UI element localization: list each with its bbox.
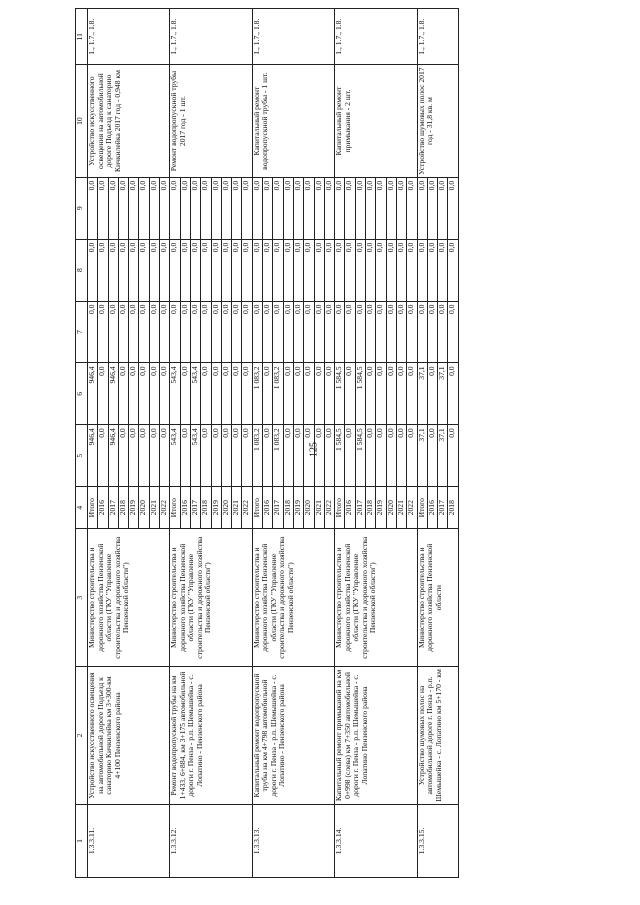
value-cell: 0,0: [129, 301, 139, 363]
value-cell: 0,0: [129, 177, 139, 239]
value-cell: 0,0: [118, 177, 128, 239]
value-cell: 946,4: [108, 425, 118, 487]
value-cell: 0,0: [221, 239, 231, 301]
year-cell: 2019: [293, 487, 303, 529]
year-cell: 2018: [448, 487, 458, 529]
value-cell: 0,0: [201, 425, 211, 487]
row-result: Капитальный ремонт примыкания - 2 шт.: [335, 65, 417, 177]
value-cell: 0,0: [160, 363, 170, 425]
year-cell: 2016: [345, 487, 355, 529]
value-cell: 0,0: [242, 363, 252, 425]
value-cell: 0,0: [355, 177, 365, 239]
value-cell: 1 584,5: [355, 425, 365, 487]
value-cell: 0,0: [376, 239, 386, 301]
value-cell: 0,0: [417, 301, 427, 363]
value-cell: 0,0: [283, 177, 293, 239]
value-cell: 0,0: [149, 425, 159, 487]
value-cell: 0,0: [273, 239, 283, 301]
year-cell: 2018: [283, 487, 293, 529]
value-cell: 0,0: [366, 363, 376, 425]
value-cell: 0,0: [201, 177, 211, 239]
column-header-3: 3: [76, 529, 88, 667]
table-body: [88, 9, 459, 878]
value-cell: 0,0: [407, 363, 417, 425]
value-cell: 0,0: [427, 239, 437, 301]
program-table: [75, 8, 459, 878]
value-cell: 0,0: [211, 301, 221, 363]
value-cell: 0,0: [180, 177, 190, 239]
row-name: Ремонт водопропускной трубы на км 1+433, 6+884, км 3+175 автомобильной дороги г. Пенза - р.п. Шемышейка - с. Лопатино - Пензенского района: [170, 667, 252, 805]
row-reference: 1., 1.7., 1.8.: [417, 9, 458, 65]
year-cell: 2017: [108, 487, 118, 529]
value-cell: 0,0: [170, 177, 180, 239]
value-cell: 0,0: [170, 301, 180, 363]
value-cell: 0,0: [242, 301, 252, 363]
value-cell: 0,0: [180, 425, 190, 487]
value-cell: 0,0: [211, 425, 221, 487]
year-cell: Итого: [170, 487, 180, 529]
value-cell: 0,0: [366, 425, 376, 487]
value-cell: 0,0: [396, 239, 406, 301]
value-cell: 0,0: [170, 239, 180, 301]
year-cell: Итого: [252, 487, 262, 529]
year-cell: 2019: [376, 487, 386, 529]
value-cell: 0,0: [386, 425, 396, 487]
value-cell: 0,0: [396, 363, 406, 425]
value-cell: 0,0: [211, 177, 221, 239]
year-cell: 2016: [427, 487, 437, 529]
value-cell: 0,0: [242, 239, 252, 301]
value-cell: 0,0: [139, 239, 149, 301]
column-header-7: 7: [76, 301, 88, 363]
year-cell: 2019: [211, 487, 221, 529]
value-cell: 0,0: [88, 177, 98, 239]
year-cell: Итого: [417, 487, 427, 529]
page-number: 125: [308, 442, 320, 457]
value-cell: 0,0: [149, 177, 159, 239]
value-cell: 1 083,2: [273, 363, 283, 425]
value-cell: 0,0: [160, 177, 170, 239]
value-cell: 0,0: [201, 301, 211, 363]
value-cell: 0,0: [211, 363, 221, 425]
year-cell: 2017: [273, 487, 283, 529]
value-cell: 0,0: [118, 301, 128, 363]
value-cell: 0,0: [108, 239, 118, 301]
column-header-10: 10: [76, 65, 88, 177]
row-executor: Министерство строительства и дорожного хозяйства Пензенской области (ГКУ "Управление строительства и дорожного хозяйства Пензенской области"): [170, 529, 252, 667]
value-cell: 0,0: [190, 177, 200, 239]
year-cell: 2022: [324, 487, 334, 529]
value-cell: 0,0: [345, 177, 355, 239]
value-cell: 0,0: [190, 239, 200, 301]
value-cell: 0,0: [263, 301, 273, 363]
value-cell: 0,0: [232, 301, 242, 363]
value-cell: 0,0: [417, 239, 427, 301]
row-result: Устройство искусственного освещения на автомобильной дороге Подъезд к санаторию Кичкилейка 2017 год - 0,948 км: [88, 65, 170, 177]
value-cell: 0,0: [366, 301, 376, 363]
value-cell: 946,4: [108, 363, 118, 425]
value-cell: 0,0: [355, 301, 365, 363]
row-name: Капитальный ремонт водопропускной трубы на км 4+798 автомобильной дороги г. Пенза - р.п. Шемышейка - с. Лопатино - Пензенского района: [252, 667, 334, 805]
year-cell: 2016: [98, 487, 108, 529]
row-reference: 1., 1.7., 1.8.: [335, 9, 417, 65]
value-cell: 0,0: [252, 177, 262, 239]
row-executor: Министерство строительства и дорожного хозяйства Пензенской области (ГКУ "Управление строительства и дорожного хозяйства Пензенской области"): [335, 529, 417, 667]
year-cell: 2018: [118, 487, 128, 529]
row-result: Ремонт водопропускной трубы 2017 год - 1 шт.: [170, 65, 252, 177]
value-cell: 0,0: [108, 177, 118, 239]
value-cell: 1 083,2: [252, 363, 262, 425]
value-cell: 0,0: [438, 177, 448, 239]
value-cell: 37,1: [438, 425, 448, 487]
value-cell: 0,0: [293, 363, 303, 425]
value-cell: 0,0: [129, 363, 139, 425]
year-cell: 2020: [139, 487, 149, 529]
value-cell: 0,0: [366, 177, 376, 239]
value-cell: 0,0: [314, 363, 324, 425]
value-cell: 0,0: [242, 177, 252, 239]
row-executor: Министерство строительства и дорожного хозяйства Пензенской области (ГКУ "Управление строительства и дорожного хозяйства Пензенской области"): [252, 529, 334, 667]
value-cell: 0,0: [345, 363, 355, 425]
value-cell: 0,0: [407, 239, 417, 301]
year-cell: Итого: [88, 487, 98, 529]
value-cell: 0,0: [160, 301, 170, 363]
value-cell: 0,0: [324, 301, 334, 363]
row-reference: 1., 1.7., 1.8.: [170, 9, 252, 65]
column-header-6: 6: [76, 363, 88, 425]
value-cell: 1 083,2: [252, 425, 262, 487]
value-cell: 0,0: [293, 425, 303, 487]
value-cell: 0,0: [273, 301, 283, 363]
value-cell: 0,0: [427, 425, 437, 487]
year-cell: 2022: [407, 487, 417, 529]
value-cell: 0,0: [386, 363, 396, 425]
value-cell: 0,0: [98, 363, 108, 425]
column-header-2: 2: [76, 667, 88, 805]
value-cell: 0,0: [407, 425, 417, 487]
value-cell: 0,0: [221, 425, 231, 487]
column-header-11: 11: [76, 9, 88, 65]
table-row: [88, 9, 98, 878]
value-cell: 0,0: [211, 239, 221, 301]
value-cell: 0,0: [438, 301, 448, 363]
value-cell: 0,0: [149, 301, 159, 363]
value-cell: 0,0: [345, 301, 355, 363]
value-cell: 0,0: [273, 177, 283, 239]
year-cell: 2019: [129, 487, 139, 529]
year-cell: 2016: [263, 487, 273, 529]
year-cell: 2018: [201, 487, 211, 529]
year-cell: 2017: [355, 487, 365, 529]
value-cell: 0,0: [149, 363, 159, 425]
value-cell: 0,0: [263, 425, 273, 487]
value-cell: 0,0: [293, 301, 303, 363]
table-row: [252, 9, 262, 878]
header-row: [76, 9, 88, 878]
value-cell: 0,0: [118, 425, 128, 487]
value-cell: 0,0: [98, 425, 108, 487]
value-cell: 0,0: [448, 363, 458, 425]
value-cell: 0,0: [376, 301, 386, 363]
year-cell: 2021: [232, 487, 242, 529]
value-cell: 0,0: [376, 363, 386, 425]
value-cell: 0,0: [180, 363, 190, 425]
value-cell: 0,0: [88, 301, 98, 363]
value-cell: 0,0: [108, 301, 118, 363]
value-cell: 0,0: [345, 239, 355, 301]
value-cell: 543,4: [170, 425, 180, 487]
value-cell: 0,0: [263, 177, 273, 239]
column-header-8: 8: [76, 239, 88, 301]
value-cell: 0,0: [427, 177, 437, 239]
value-cell: 543,4: [190, 425, 200, 487]
value-cell: 37,1: [438, 363, 448, 425]
value-cell: 0,0: [283, 301, 293, 363]
value-cell: 1 584,5: [335, 425, 345, 487]
value-cell: 0,0: [427, 301, 437, 363]
year-cell: 2017: [190, 487, 200, 529]
value-cell: 0,0: [232, 177, 242, 239]
row-executor: Министерство строительства и дорожного хозяйства Пензенской области (ГКУ "Управление строительства и дорожного хозяйства Пензенской области"): [88, 529, 170, 667]
row-name: Капитальный ремонт примыканий на км 0+998 (слева) км 7+350 автомобильной дороги г. Пенза - р.п. Шемышейка - с. Лопатино Пензенского района: [335, 667, 417, 805]
value-cell: 0,0: [232, 239, 242, 301]
value-cell: 1 083,2: [273, 425, 283, 487]
value-cell: 0,0: [417, 177, 427, 239]
value-cell: 0,0: [180, 301, 190, 363]
value-cell: 0,0: [98, 177, 108, 239]
value-cell: 0,0: [304, 425, 314, 487]
value-cell: 0,0: [396, 177, 406, 239]
value-cell: 0,0: [386, 177, 396, 239]
value-cell: 0,0: [232, 425, 242, 487]
row-result: Устройство шумовых полос 2017 год - 31,8 кв. м: [417, 65, 458, 177]
value-cell: 0,0: [252, 239, 262, 301]
value-cell: 0,0: [448, 301, 458, 363]
value-cell: 0,0: [98, 301, 108, 363]
value-cell: 0,0: [304, 239, 314, 301]
column-header-9: 9: [76, 177, 88, 239]
value-cell: 0,0: [190, 301, 200, 363]
row-id: 1.3.3.13.: [252, 804, 334, 877]
value-cell: 0,0: [376, 177, 386, 239]
row-id: 1.3.3.12.: [170, 804, 252, 877]
value-cell: 0,0: [335, 177, 345, 239]
year-cell: 2020: [221, 487, 231, 529]
value-cell: 0,0: [448, 239, 458, 301]
value-cell: 0,0: [139, 177, 149, 239]
value-cell: 946,4: [88, 363, 98, 425]
table-row: [417, 9, 427, 878]
year-cell: 2022: [242, 487, 252, 529]
value-cell: 0,0: [160, 239, 170, 301]
value-cell: 0,0: [448, 425, 458, 487]
year-cell: 2021: [396, 487, 406, 529]
value-cell: 946,4: [88, 425, 98, 487]
value-cell: 0,0: [129, 425, 139, 487]
value-cell: 0,0: [139, 425, 149, 487]
value-cell: 0,0: [139, 363, 149, 425]
value-cell: 0,0: [407, 301, 417, 363]
value-cell: 0,0: [293, 177, 303, 239]
value-cell: 0,0: [448, 177, 458, 239]
table-row: [335, 9, 345, 878]
value-cell: 0,0: [304, 301, 314, 363]
year-cell: 2016: [180, 487, 190, 529]
value-cell: 0,0: [149, 239, 159, 301]
value-cell: 0,0: [335, 301, 345, 363]
value-cell: 0,0: [366, 239, 376, 301]
value-cell: 0,0: [221, 363, 231, 425]
column-header-1: 1: [76, 804, 88, 877]
row-id: 1.3.3.15.: [417, 804, 458, 877]
row-reference: 1., 1.7., 1.8.: [252, 9, 334, 65]
year-cell: 2022: [160, 487, 170, 529]
year-cell: 2018: [366, 487, 376, 529]
value-cell: 0,0: [386, 301, 396, 363]
table-row: [170, 9, 180, 878]
value-cell: 0,0: [98, 239, 108, 301]
row-name: Устройство шумовых полос на автомобильной дороге г. Пенза - р.п. Шемышейка - с. Лопатино км 5+170 - км: [417, 667, 458, 805]
value-cell: 0,0: [324, 363, 334, 425]
value-cell: 0,0: [304, 363, 314, 425]
row-id: 1.3.3.14.: [335, 804, 417, 877]
row-id: 1.3.3.11.: [88, 804, 170, 877]
column-header-5: 5: [76, 425, 88, 487]
value-cell: 0,0: [201, 239, 211, 301]
value-cell: 0,0: [314, 177, 324, 239]
value-cell: 0,0: [252, 301, 262, 363]
row-reference: 1., 1.7., 1.8.: [88, 9, 170, 65]
value-cell: 0,0: [242, 425, 252, 487]
value-cell: 0,0: [283, 425, 293, 487]
value-cell: 0,0: [139, 301, 149, 363]
value-cell: 0,0: [283, 239, 293, 301]
year-cell: 2021: [314, 487, 324, 529]
value-cell: 0,0: [293, 239, 303, 301]
value-cell: 0,0: [221, 177, 231, 239]
value-cell: 0,0: [118, 363, 128, 425]
value-cell: 0,0: [345, 425, 355, 487]
row-name: Устройство искусственного освещения на автомобильной дороге Подъезд к санаторию Кичкилейка км 3+300-км 4+100 Пензенского района: [88, 667, 170, 805]
value-cell: 0,0: [438, 239, 448, 301]
value-cell: 0,0: [314, 425, 324, 487]
value-cell: 543,4: [190, 363, 200, 425]
column-header-4: 4: [76, 487, 88, 529]
row-executor: Министерство строительства и дорожного хозяйства Пензенской области: [417, 529, 458, 667]
value-cell: 0,0: [232, 363, 242, 425]
value-cell: 0,0: [304, 177, 314, 239]
year-cell: 2017: [438, 487, 448, 529]
value-cell: 0,0: [221, 301, 231, 363]
value-cell: 0,0: [386, 239, 396, 301]
value-cell: 543,4: [170, 363, 180, 425]
value-cell: 0,0: [180, 239, 190, 301]
year-cell: Итого: [335, 487, 345, 529]
value-cell: 0,0: [427, 363, 437, 425]
value-cell: 0,0: [118, 239, 128, 301]
value-cell: 0,0: [160, 425, 170, 487]
value-cell: 0,0: [396, 301, 406, 363]
value-cell: 0,0: [407, 177, 417, 239]
row-result: Капитальный ремонт водопропускной трубы - 1 шт.: [252, 65, 334, 177]
value-cell: 37,1: [417, 363, 427, 425]
year-cell: 2020: [386, 487, 396, 529]
year-cell: 2020: [304, 487, 314, 529]
value-cell: 0,0: [88, 239, 98, 301]
value-cell: 37,1: [417, 425, 427, 487]
value-cell: 1 584,5: [355, 363, 365, 425]
value-cell: 0,0: [263, 239, 273, 301]
value-cell: 0,0: [324, 425, 334, 487]
value-cell: 0,0: [263, 363, 273, 425]
value-cell: 0,0: [283, 363, 293, 425]
value-cell: 0,0: [396, 425, 406, 487]
value-cell: 1 584,5: [335, 363, 345, 425]
rotated-table-container: [75, 8, 565, 878]
value-cell: 0,0: [324, 177, 334, 239]
value-cell: 0,0: [324, 239, 334, 301]
value-cell: 0,0: [314, 301, 324, 363]
value-cell: 0,0: [129, 239, 139, 301]
year-cell: 2021: [149, 487, 159, 529]
value-cell: 0,0: [335, 239, 345, 301]
value-cell: 0,0: [376, 425, 386, 487]
value-cell: 0,0: [201, 363, 211, 425]
value-cell: 0,0: [314, 239, 324, 301]
value-cell: 0,0: [355, 239, 365, 301]
